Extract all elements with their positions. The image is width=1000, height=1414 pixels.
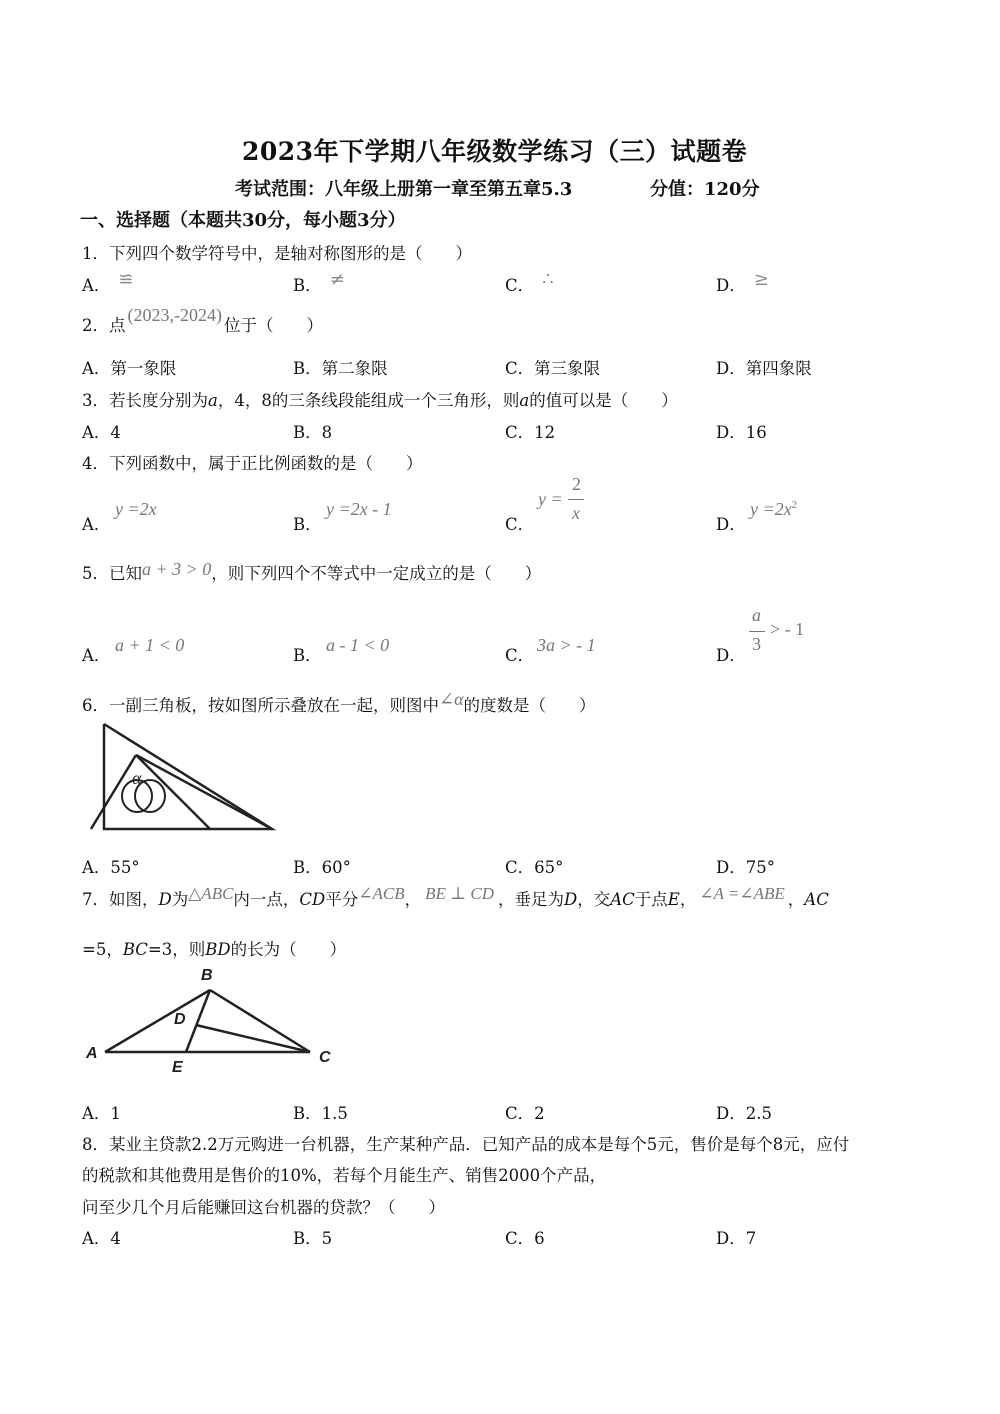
q5-option-d-den: 3 xyxy=(752,634,761,654)
q3-p3: 的值可以是（ ） xyxy=(529,391,678,410)
q4-option-c-num: 2 xyxy=(572,474,581,494)
q7-segment-cd xyxy=(196,1025,310,1052)
q7-l2-p1: =5， xyxy=(82,940,123,959)
q3-var-a: a xyxy=(208,391,218,410)
q2-option-b: B．第二象限 xyxy=(293,359,388,378)
q6-p2: 的度数是（ ） xyxy=(463,696,596,715)
q1-option-c-label: C． xyxy=(505,276,535,295)
q4-option-c-den: x xyxy=(572,503,580,523)
q2-prefix: 2．点 xyxy=(82,316,126,335)
q3-option-a: A．4 xyxy=(82,423,121,442)
exam-scope: 考试范围：八年级上册第一章至第五章5.3 xyxy=(235,179,573,200)
q1-symbol-c: ∴ xyxy=(542,269,554,290)
q7-BC: BC xyxy=(122,940,148,959)
q7-BD: BD xyxy=(205,940,231,959)
q7-l2-p3: 的长为（ ） xyxy=(230,940,347,959)
q2-point: (2023,-2024) xyxy=(127,305,222,325)
q4-option-a-label: A． xyxy=(82,515,111,534)
q1-symbol-a: ≌ xyxy=(118,269,134,290)
q5-option-b-expr: a - 1 < 0 xyxy=(326,635,390,655)
q6-option-b: B．60° xyxy=(293,858,351,877)
q4-option-d-label: D． xyxy=(716,515,746,534)
q3-p2: ，4，8的三条线段能组成一个三角形，则 xyxy=(217,391,520,410)
q5-option-d-label: D． xyxy=(716,646,746,665)
q4-option-d-base: y =2x xyxy=(750,499,792,519)
q8-option-c: C．6 xyxy=(505,1229,545,1248)
q7-side-bc xyxy=(210,990,310,1052)
q6-option-d: D．75° xyxy=(716,858,775,877)
q6-option-a: A．55° xyxy=(82,858,140,877)
q3-option-b: B．8 xyxy=(293,423,333,442)
q7-label-b: B xyxy=(201,967,213,984)
question-8-line-3: 问至少几个月后能赚回这台机器的贷款？（ ） xyxy=(82,1198,445,1217)
q5-option-a-label: A． xyxy=(82,646,111,665)
q4-option-d-exponent: 2 xyxy=(791,499,798,511)
question-4-text: 4．下列函数中，属于正比例函数的是（ ） xyxy=(82,454,423,473)
q1-option-b-label: B． xyxy=(293,276,322,295)
q5-p2: ，则下列四个不等式中一定成立的是（ ） xyxy=(211,564,542,583)
q7-p9: ， xyxy=(679,890,697,909)
q7-option-b: B．1.5 xyxy=(293,1104,348,1123)
q2-suffix: 位于（ ） xyxy=(223,316,323,335)
section-heading: 一、选择题（本题共30分，每小题3分） xyxy=(80,210,406,231)
q7-label-a: A xyxy=(86,1045,98,1062)
q1-symbol-b: ≠ xyxy=(329,269,345,290)
q7-perp: BE ⊥ CD xyxy=(425,884,495,903)
q7-label-c: C xyxy=(319,1049,331,1066)
q7-CD: CD xyxy=(299,890,326,909)
q7-p1: 7．如图， xyxy=(82,890,159,909)
q5-option-b-label: B． xyxy=(293,646,322,665)
q2-option-c: C．第三象限 xyxy=(505,359,601,378)
q7-side-ab xyxy=(105,990,210,1052)
q3-p1: 3．若长度分别为 xyxy=(82,391,208,410)
q7-triangle: △ABC xyxy=(188,884,234,903)
q4-option-b-label: B． xyxy=(293,515,322,534)
exam-score: 分值：120分 xyxy=(650,179,760,200)
q8-option-d: D．7 xyxy=(716,1229,757,1248)
q5-option-d-rhs: > - 1 xyxy=(770,619,805,639)
q4-option-a-expr: y =2x xyxy=(115,499,157,519)
q7-label-d: D xyxy=(174,1011,186,1028)
q5-option-a-expr: a + 1 < 0 xyxy=(115,635,185,655)
question-8-line-2: 的税款和其他费用是售价的10%，若每个月能生产、销售2000个产品， xyxy=(82,1166,607,1185)
q7-option-a: A．1 xyxy=(82,1104,121,1123)
q5-option-d-num: a xyxy=(752,605,761,625)
q6-angle: ∠α xyxy=(439,689,464,709)
q7-p6: ，垂足为 xyxy=(498,890,565,909)
q5-condition: a + 3 > 0 xyxy=(142,559,212,579)
q1-option-d-label: D． xyxy=(716,276,746,295)
q7-D2: D xyxy=(564,890,578,909)
q7-p10: ， xyxy=(787,890,805,909)
q7-AC2: AC xyxy=(804,890,829,909)
q7-AC: AC xyxy=(610,890,635,909)
q7-l2-p2: =3，则 xyxy=(147,940,206,959)
q7-p3: 内一点， xyxy=(233,890,300,909)
q7-D1: D xyxy=(158,890,172,909)
q7-angle-eq: ∠A =∠ABE xyxy=(699,884,785,903)
q2-option-d: D．第四象限 xyxy=(716,359,812,378)
q4-option-c-lhs: y = xyxy=(538,489,563,509)
q7-p5: ， xyxy=(404,890,422,909)
q6-alpha-label: α xyxy=(132,768,142,788)
q5-option-c-expr: 3a > - 1 xyxy=(537,635,596,655)
q8-option-b: B．5 xyxy=(293,1229,333,1248)
question-1-text: 1．下列四个数学符号中，是轴对称图形的是（ ） xyxy=(82,244,472,263)
q3-var-a2: a xyxy=(519,391,530,410)
q7-p2: 为 xyxy=(171,890,189,909)
q8-option-a: A．4 xyxy=(82,1229,121,1248)
q1-symbol-d: ≥ xyxy=(753,269,769,290)
q7-p8: 于点 xyxy=(634,890,668,909)
q4-option-c-label: C． xyxy=(505,515,535,534)
page-title: 2023年下学期八年级数学练习（三）试题卷 xyxy=(242,137,748,166)
q7-p7: ，交 xyxy=(577,890,611,909)
question-8-line-1: 8．某业主贷款2.2万元购进一台机器，生产某种产品．已知产品的成本是每个5元，售价是每个8元，应付 xyxy=(82,1135,850,1154)
q5-p1: 5．已知 xyxy=(82,564,142,583)
q7-option-c: C．2 xyxy=(505,1104,545,1123)
q7-segment-be xyxy=(186,990,210,1052)
q2-option-a: A．第一象限 xyxy=(82,359,177,378)
q3-option-d: D．16 xyxy=(716,423,767,442)
q7-option-d: D．2.5 xyxy=(716,1104,772,1123)
q5-option-c-label: C． xyxy=(505,646,535,665)
q7-E: E xyxy=(667,890,680,909)
q7-label-e: E xyxy=(172,1059,183,1076)
q1-option-a-label: A． xyxy=(82,276,111,295)
q6-p1: 6．一副三角板，按如图所示叠放在一起，则图中 xyxy=(82,696,439,715)
q7-p4: 平分 xyxy=(325,890,359,909)
q3-option-c: C．12 xyxy=(505,423,556,442)
q6-option-c: C．65° xyxy=(505,858,564,877)
q7-angle-acb: ∠ACB xyxy=(358,884,405,903)
q4-option-b-expr: y =2x - 1 xyxy=(326,499,392,519)
